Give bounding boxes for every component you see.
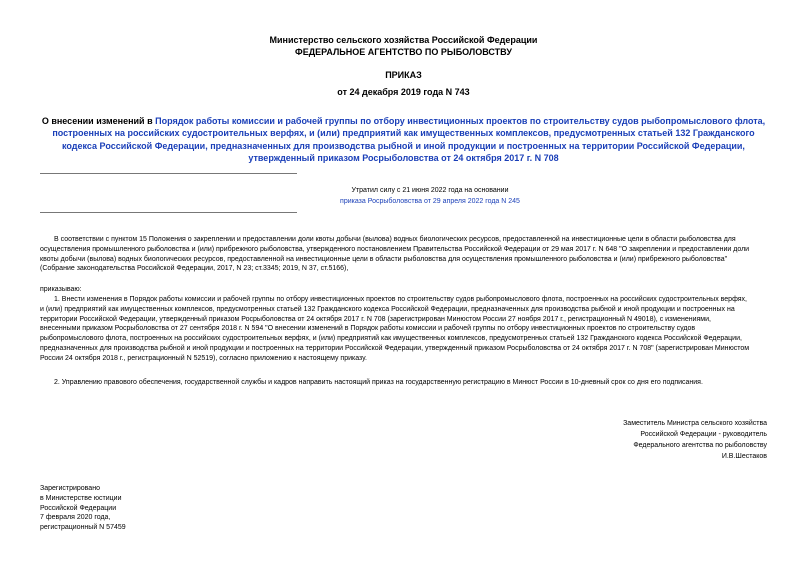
status-note-text: Утратил силу с 21 июня 2022 года на основании: [351, 187, 509, 194]
item-1-line: рыбопромыслового флота, построенных на российских судостроительных верфях, и (или) предприятий как имущественных комплексов, предусмотренных статьей 132 Гражданского кодекса Российской Федерации,: [40, 335, 742, 343]
item-1-line: и (или) предприятий как имущественных комплексов, предусмотренных статьей 132 Гражданского кодекса Российской Федерации, предназначенных для производства рыбной и иной продукции и построенных на: [40, 305, 735, 313]
order-word: приказываю:: [40, 286, 82, 293]
item-1: [40, 295, 767, 364]
ministry-name: Министерство сельского хозяйства Российской Федерации: [269, 35, 538, 45]
preamble-line: осуществления промышленного рыболовства и (или) прибрежного рыболовства, утвержденного постановлением Правительства Российской Федерации от 29 мая 2017 г. N 648 "О закреплении и предоставлении доли: [40, 245, 750, 253]
item-1-line: внесенными приказом Росрыболовства от 27 сентября 2018 г. N 594 "О внесении изменений в Порядок работы комиссии и рабочей группы по отбору инвестиционных проектов по строительству судов: [40, 325, 696, 333]
preamble-line: В соответствии с пунктом 15 Положения о закреплении и предоставлении доли квоты добычи (вылова) водных биологических ресурсов, предоставленной на инвестиционные цели в области рыболовства для: [54, 236, 736, 243]
status-note-link[interactable]: приказа Росрыболовства от 29 апреля 2022 года N 245: [340, 198, 520, 205]
signature-line: Заместитель Министра сельского хозяйства: [623, 420, 767, 427]
preamble-line: (Собрание законодательства Российской Федерации, 2017, N 23; ст.3345; 2019, N 37, ст.5166),: [40, 265, 349, 273]
preamble-line: квоты добычи (вылова) водных биологических ресурсов, предоставленной на инвестиционные цели в области рыболовства для осуществления промышленного рыболовства и (или) прибрежного рыболовства": [40, 255, 728, 263]
registration-block: [40, 484, 126, 533]
item-1-line: России 24 октября 2018 г., регистрационный N 52519), согласно приложению к настоящему приказу.: [40, 354, 367, 362]
document-title: [40, 115, 767, 164]
title-prefix: О внесении изменений в: [41, 116, 156, 126]
signature-block: [623, 418, 767, 462]
item-2-text: 2. Управлению правового обеспечения, государственной службы и кадров направить настоящий приказ на государственную регистрацию в Минюст России в 10-дневный срок со дня его подписания.: [54, 379, 703, 386]
signature-line: Российской Федерации - руководитель: [640, 431, 767, 438]
status-note: [300, 185, 560, 207]
registration-line: Зарегистрировано: [40, 485, 100, 492]
doc-type: ПРИКАЗ: [385, 70, 422, 80]
item-1-line: 1. Внести изменения в Порядок работы комиссии и рабочей группы по отбору инвестиционных проектов по строительству судов рыбопромыслового флота, построенных на российских судостроительных верфях,: [54, 296, 747, 303]
doc-date-number: от 24 декабря 2019 года N 743: [337, 87, 470, 97]
preamble: [40, 235, 767, 274]
title-link[interactable]: Порядок работы комиссии и рабочей группы по отбору инвестиционных проектов по строительству судов рыбопромыслового флота, построенных на российских судостроительных верфях, и (или) предприятий как имущественных комплексов, предусмотренных статьей 132 Гражданского кодекса Российской Федерации, предназначенных для производства рыбной и иной продукции и построенных на территории Российской Федерации, утвержденный приказом Росрыболовства от 24 октября 2017 г. N 708: [52, 116, 766, 163]
signature-name: И.В.Шестаков: [721, 453, 767, 460]
divider-bottom: [40, 212, 297, 213]
registration-line: Российской Федерации: [40, 504, 117, 512]
item-1-line: территории Российской Федерации, утвержденный приказом Росрыболовства от 24 октября 2017 г. N 708 (зарегистрирован Минюстом России 27 ноября 2017 г., регистрационный N 49018), с изменениями,: [40, 315, 711, 323]
item-2: [54, 378, 703, 388]
registration-line: в Министерстве юстиции: [40, 494, 122, 502]
signature-line: Федерального агентства по рыболовству: [633, 442, 767, 449]
item-1-line: предназначенных для производства рыбной и иной продукции и построенных на территории Российской Федерации, утвержденный приказом Росрыболовства от 24 октября 2017 г. N 708" (зарегистрирован Минюстом: [40, 344, 750, 352]
divider-top: [40, 173, 297, 174]
registration-line: регистрационный N 57459: [40, 524, 126, 532]
registration-line: 7 февраля 2020 года,: [40, 514, 111, 522]
agency-name: ФЕДЕРАЛЬНОЕ АГЕНТСТВО ПО РЫБОЛОВСТВУ: [295, 47, 512, 57]
